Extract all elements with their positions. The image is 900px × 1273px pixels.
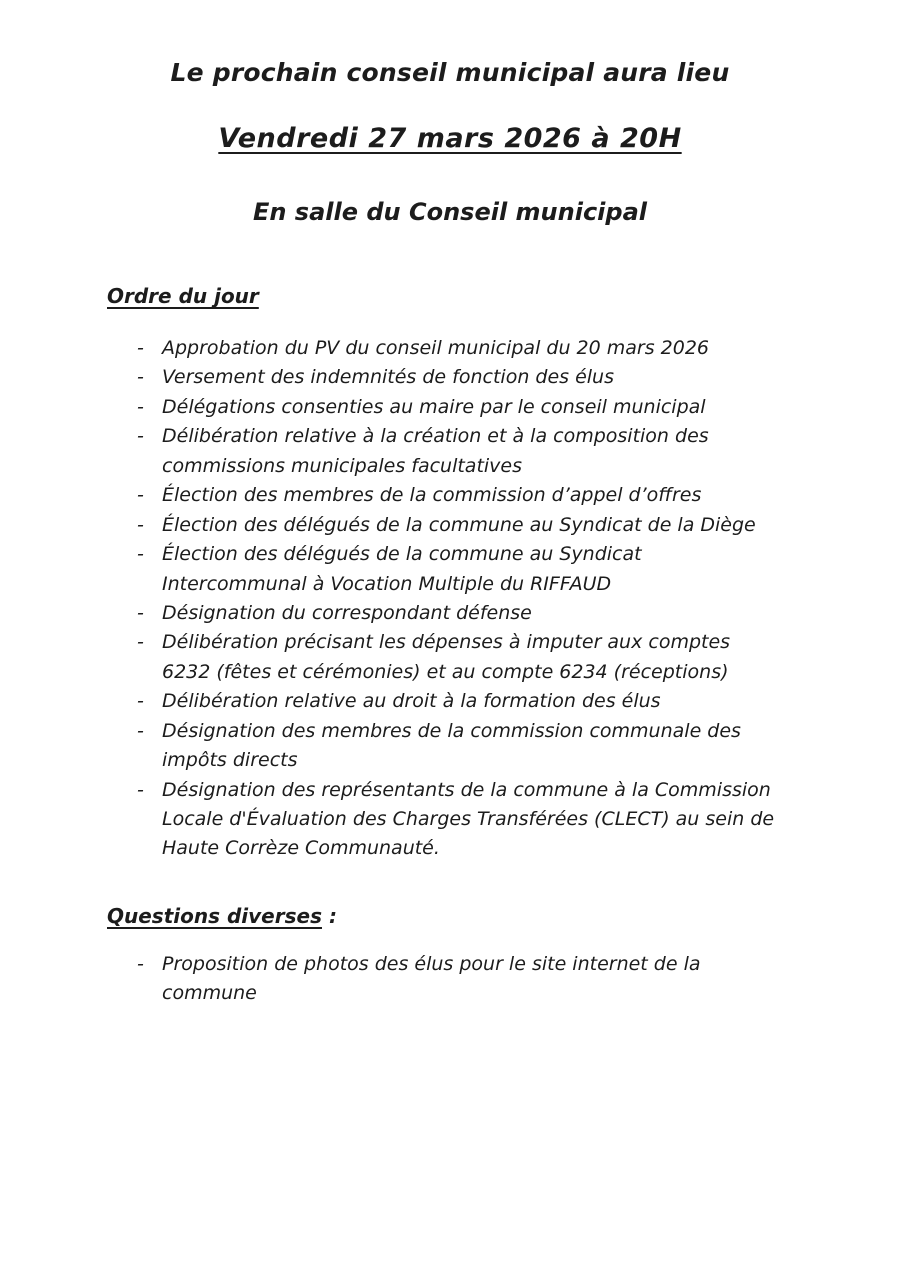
document-title-line2 (107, 123, 793, 154)
agenda-list (135, 334, 783, 864)
list-item: - Désignation du correspondant défense (135, 599, 783, 628)
list-item: - Élection des délégués de la commune au Syndicat de la Diège (135, 511, 783, 540)
meeting-date: Vendredi 27 mars 2026 à 20H (218, 123, 682, 154)
questions-list (135, 950, 783, 1009)
list-item: - Versement des indemnités de fonction des élus (135, 363, 783, 392)
agenda-heading (107, 284, 793, 308)
list-item: - Proposition de photos des élus pour le site internet de la commune (135, 950, 783, 1009)
list-item: - Élection des membres de la commission d’appel d’offres (135, 481, 783, 510)
questions-heading-suffix: : (321, 903, 337, 928)
list-item: - Délibération précisant les dépenses à imputer aux comptes 6232 (fêtes et cérémonies) et au compte 6234 (réceptions) (135, 628, 783, 687)
list-item: - Délibération relative au droit à la formation des élus (135, 687, 783, 716)
document-title-line3: En salle du Conseil municipal (252, 198, 648, 226)
document-title-line1: Le prochain conseil municipal aura lieu (170, 58, 730, 87)
list-item: - Approbation du PV du conseil municipal du 20 mars 2026 (135, 334, 783, 363)
list-item: - Délégations consenties au maire par le conseil municipal (135, 393, 783, 422)
list-item: - Désignation des représentants de la commune à la Commission Locale d'Évaluation des Charges Transférées (CLECT) au sein de Haute Corrèze Communauté. (135, 776, 783, 864)
list-item: - Élection des délégués de la commune au Syndicat Intercommunal à Vocation Multiple du RIFFAUD (135, 540, 783, 599)
questions-heading (107, 904, 793, 928)
questions-block (107, 904, 793, 1009)
agenda-heading-text: Ordre du jour (107, 284, 259, 308)
list-item: - Désignation des membres de la commission communale des impôts directs (135, 717, 783, 776)
list-item: - Délibération relative à la création et à la composition des commissions municipales facultatives (135, 422, 783, 481)
title-block (107, 58, 793, 226)
questions-heading-text: Questions diverses (107, 903, 322, 928)
